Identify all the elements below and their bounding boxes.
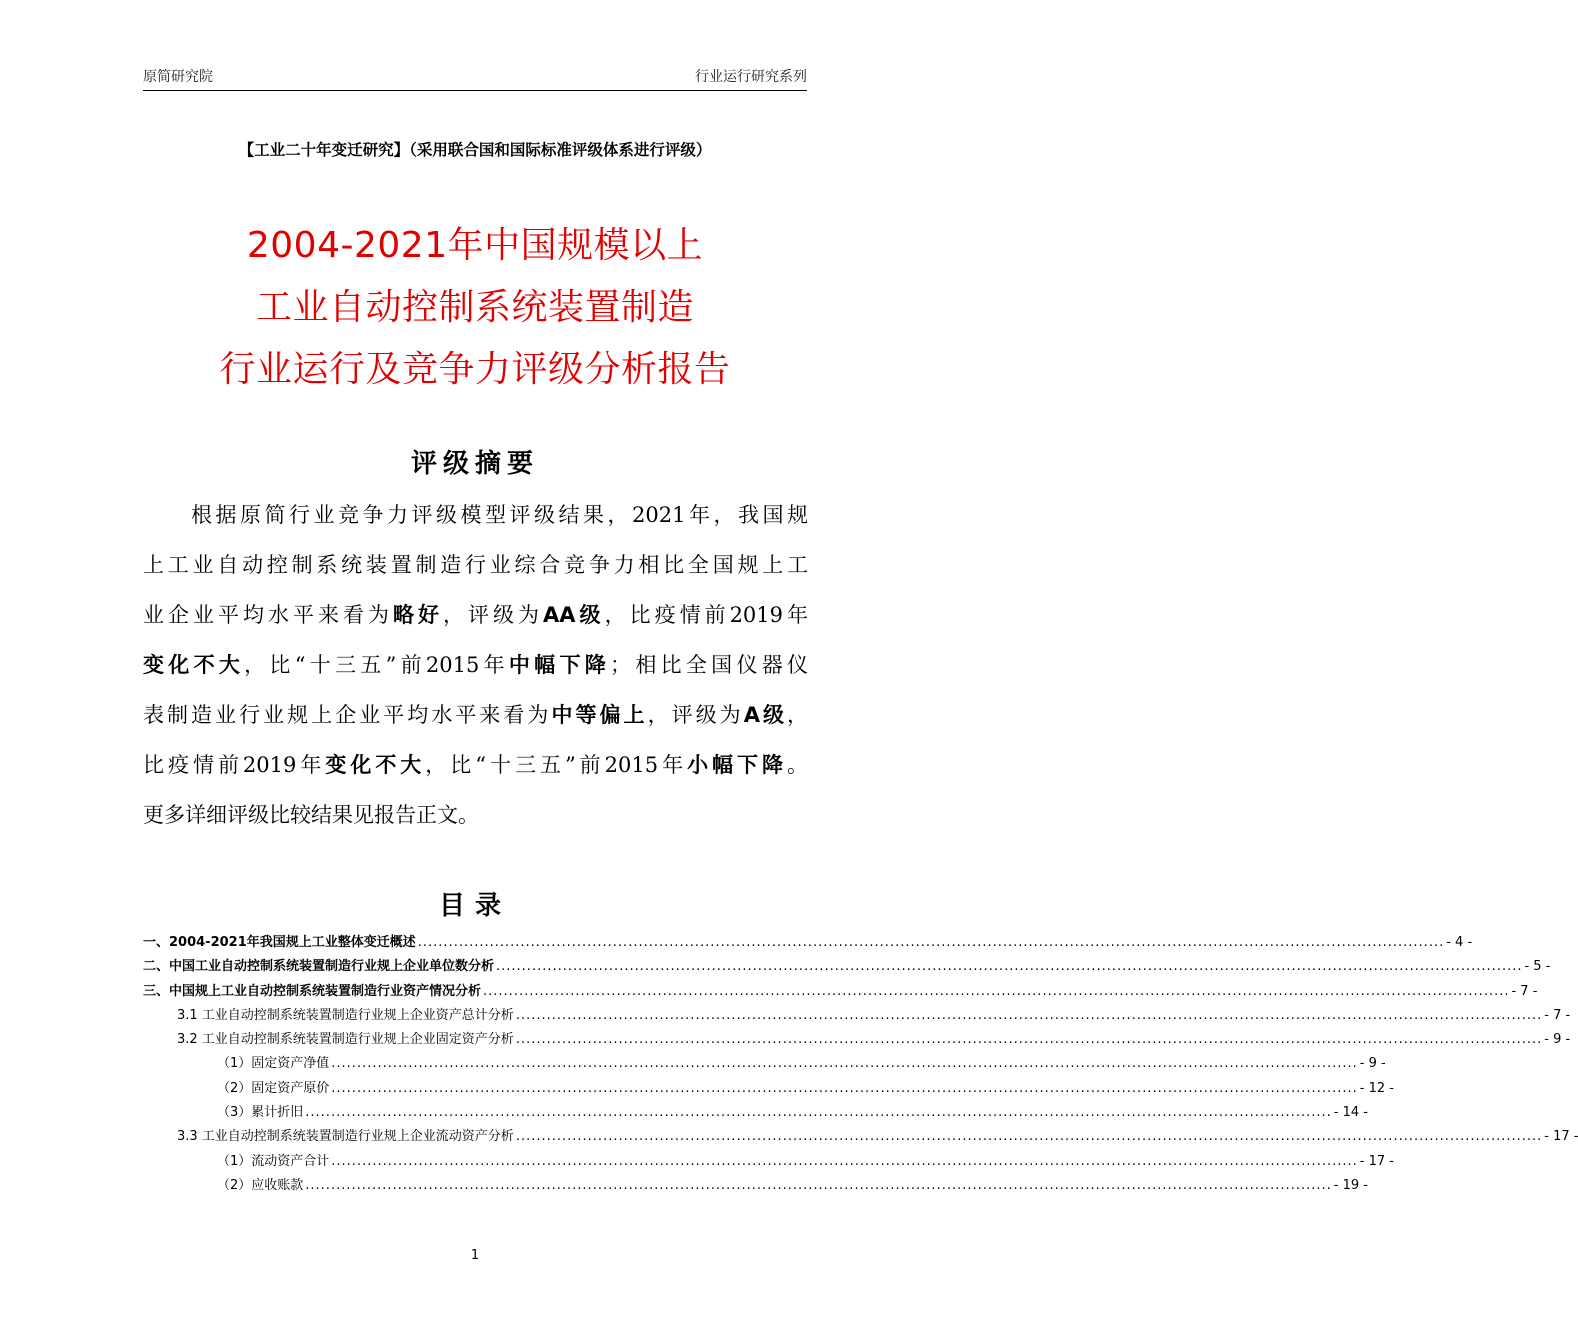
summary-text: 比疫情前2019年: [143, 753, 326, 777]
toc-item-page: - 17 -: [1544, 1129, 1578, 1145]
header-rule: [143, 90, 807, 91]
toc-dot-leader: ........................................................................................................................................................................................................: [515, 1007, 1543, 1023]
toc-item-page: - 19 -: [1333, 1177, 1368, 1193]
summary-line: [143, 490, 808, 540]
toc-item[interactable]: [143, 1150, 1394, 1174]
toc-item-label: （3）累计折旧: [217, 1105, 304, 1121]
summary-emphasis: A级: [743, 703, 787, 727]
summary-line: [143, 690, 808, 740]
summary-line: [143, 740, 808, 790]
toc-item-page: - 5 -: [1524, 959, 1551, 975]
toc-item[interactable]: [143, 955, 1551, 979]
summary-line: [143, 590, 808, 640]
header-right: 行业运行研究系列: [695, 69, 807, 85]
toc-item-label: （2）应收账款: [217, 1177, 304, 1193]
toc-item[interactable]: [143, 1125, 1578, 1149]
toc-dot-leader: ........................................................................................................................................................................................................: [515, 1129, 1543, 1145]
summary-emphasis: AA级: [543, 603, 605, 627]
toc-dot-leader: ........................................................................................................................................................................................................: [331, 1056, 1358, 1072]
toc-dot-leader: ........................................................................................................................................................................................................: [305, 1105, 1332, 1121]
summary-text: 上工业自动控制系统装置制造行业综合竞争力相比全国规上工: [143, 553, 808, 577]
toc-item[interactable]: [143, 1052, 1386, 1076]
summary-line: [143, 640, 808, 690]
summary-text: ；相比全国仪器仪: [610, 653, 809, 677]
toc-item-page: - 14 -: [1333, 1105, 1368, 1121]
toc-item-page: - 9 -: [1359, 1056, 1386, 1072]
toc-item-page: - 9 -: [1544, 1032, 1571, 1048]
summary-emphasis: 略好: [393, 603, 444, 627]
toc-item-label: 一、2004-2021年我国规上工业整体变迁概述: [143, 935, 416, 950]
toc-item[interactable]: [143, 1174, 1368, 1198]
toc-item-page: - 17 -: [1359, 1153, 1394, 1169]
header-left: 原简研究院: [143, 69, 213, 85]
toc-item-label: （1）流动资产合计: [217, 1153, 330, 1169]
toc-dot-leader: ........................................................................................................................................................................................................: [331, 1153, 1358, 1169]
summary-text: ，比“十三五”前2015年: [425, 753, 688, 777]
summary-text: ，比疫情前2019年: [604, 603, 809, 627]
summary-text: ，评级为: [647, 703, 744, 727]
toc-dot-leader: ........................................................................................................................................................................................................: [331, 1080, 1358, 1096]
summary-paragraph: [143, 490, 808, 840]
toc-dot-leader: ........................................................................................................................................................................................................: [417, 935, 1445, 950]
summary-text: ，评级为: [443, 603, 544, 627]
summary-line: [143, 540, 808, 590]
toc-item-label: （1）固定资产净值: [217, 1056, 330, 1072]
toc-dot-leader: ........................................................................................................................................................................................................: [515, 1032, 1543, 1048]
summary-text: ，比“十三五”前2015年: [244, 653, 509, 677]
toc-item[interactable]: [143, 1077, 1394, 1101]
summary-emphasis: 变化不大: [325, 753, 426, 777]
toc-item-page: - 12 -: [1359, 1080, 1394, 1096]
toc-item[interactable]: [143, 1004, 1571, 1028]
summary-emphasis: 小幅下降: [687, 753, 787, 777]
summary-line: [143, 790, 808, 840]
toc-item[interactable]: [143, 1101, 1368, 1125]
summary-text: 更多详细评级比较结果见报告正文。: [143, 803, 479, 827]
summary-text: 根据原简行业竞争力评级模型评级结果，2021年，我国规: [191, 503, 808, 527]
toc-item-label: 二、中国工业自动控制系统装置制造行业规上企业单位数分析: [143, 959, 495, 975]
report-title: [100, 215, 850, 401]
summary-emphasis: 变化不大: [143, 653, 245, 677]
summary-emphasis: 中幅下降: [508, 653, 611, 677]
toc-item-page: - 7 -: [1544, 1007, 1571, 1023]
toc-item[interactable]: [143, 1028, 1571, 1052]
summary-emphasis: 中等偏上: [551, 703, 648, 727]
toc-item-label: 3.2 工业自动控制系统装置制造行业规上企业固定资产分析: [177, 1032, 514, 1048]
subtitle: 【工业二十年变迁研究】（采用联合国和国际标准评级体系进行评级）: [238, 141, 712, 159]
table-of-contents: [143, 931, 1578, 1198]
summary-text: 业企业平均水平来看为: [143, 603, 394, 627]
toc-item-label: 三、中国规上工业自动控制系统装置制造行业资产情况分析: [143, 983, 482, 999]
toc-item-label: 3.1 工业自动控制系统装置制造行业规上企业资产总计分析: [177, 1007, 514, 1023]
title-line-3: 行业运行及竞争力评级分析报告: [219, 349, 731, 390]
toc-item-label: （2）固定资产原价: [217, 1080, 330, 1096]
toc-item[interactable]: [143, 931, 1473, 955]
toc-item-page: - 4 -: [1446, 935, 1473, 950]
summary-text: ，: [787, 703, 808, 727]
toc-item[interactable]: [143, 980, 1538, 1004]
toc-heading: 目录: [438, 891, 511, 921]
toc-item-page: - 7 -: [1511, 983, 1538, 999]
title-line-1: 2004-2021年中国规模以上: [246, 225, 704, 266]
summary-text: 表制造业行业规上企业平均水平来看为: [143, 703, 552, 727]
page-number: 1: [470, 1248, 480, 1263]
toc-dot-leader: ........................................................................................................................................................................................................: [305, 1177, 1332, 1193]
toc-dot-leader: ........................................................................................................................................................................................................: [483, 983, 1510, 999]
toc-dot-leader: ........................................................................................................................................................................................................: [496, 959, 1523, 975]
title-line-2: 工业自动控制系统装置制造: [255, 287, 694, 328]
toc-item-label: 3.3 工业自动控制系统装置制造行业规上企业流动资产分析: [177, 1129, 514, 1145]
summary-heading: 评级摘要: [410, 449, 539, 479]
summary-text: 。: [787, 753, 808, 777]
